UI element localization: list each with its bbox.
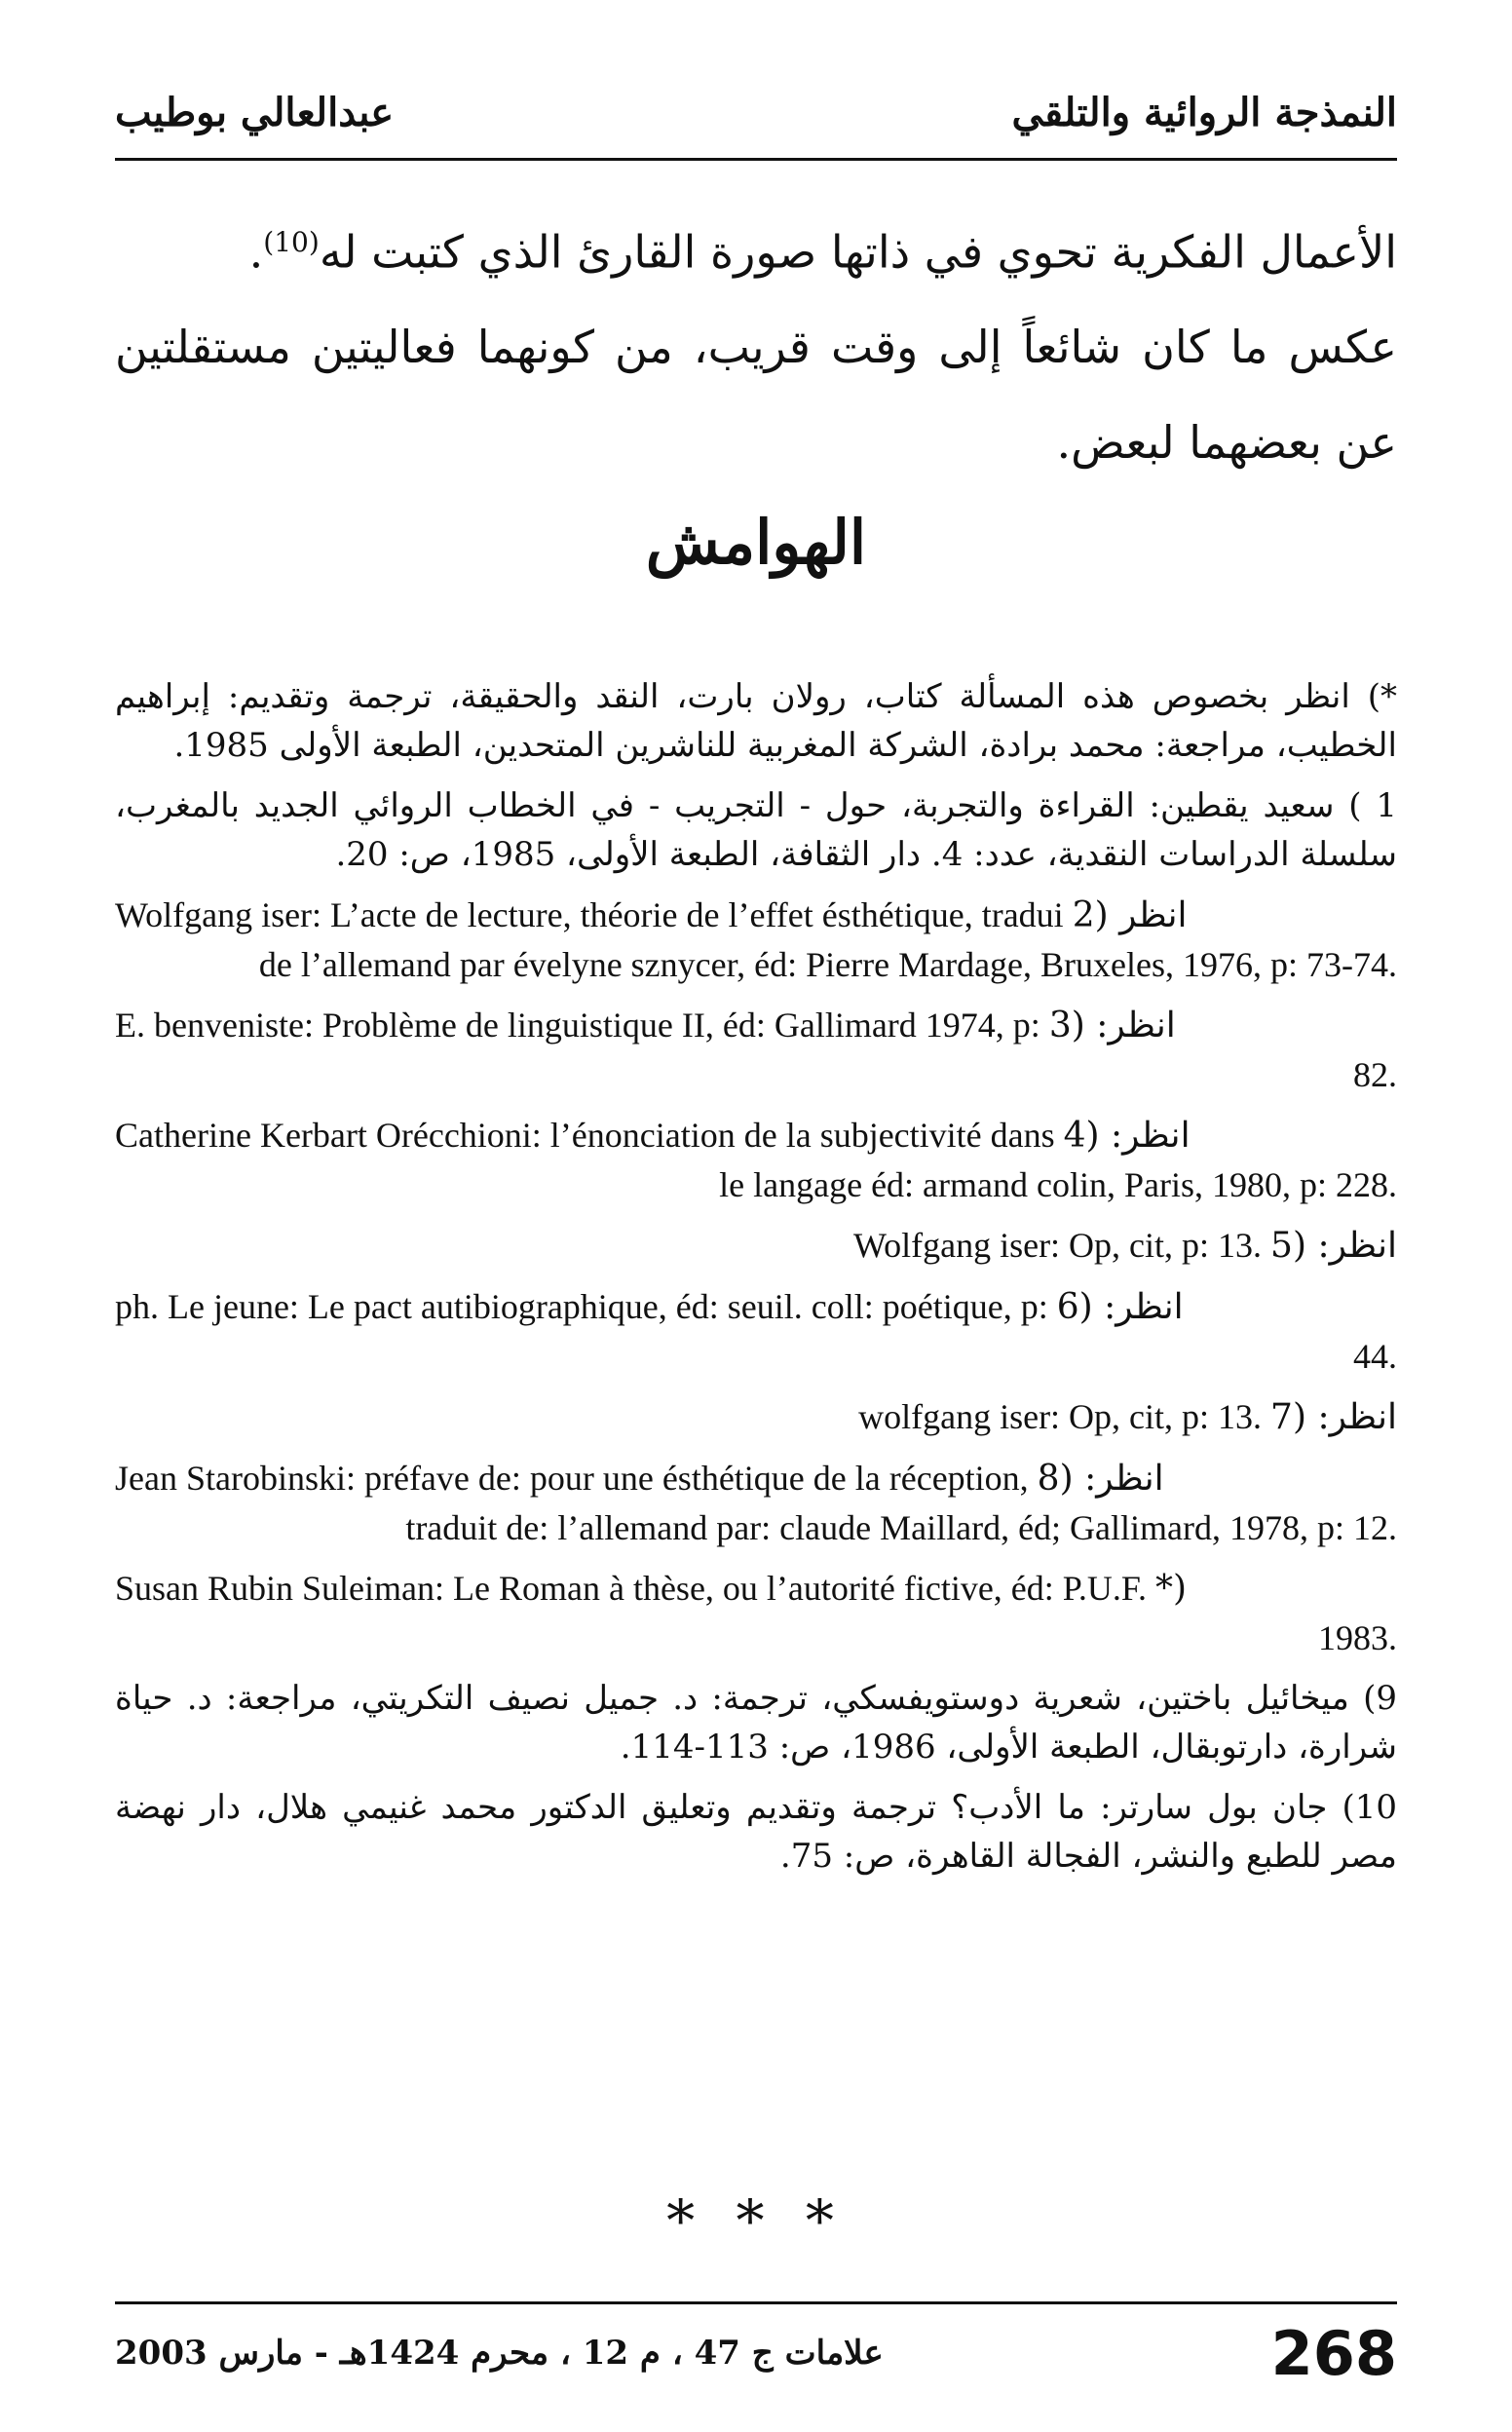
footnote-4 bbox=[115, 1111, 1397, 1209]
footnote-6-label: انظر: (6 bbox=[1056, 1287, 1184, 1327]
footnote-8-label: انظر: (8 bbox=[1037, 1459, 1164, 1499]
footnote-8-text: Jean Starobinski: préfave de: pour une ésthétique de la réception, bbox=[115, 1459, 1029, 1498]
footnote-10: 10) جان بول سارتر: ما الأدب؟ ترجمة وتقديم وتعليق الدكتور محمد غنيمي هلال، دار نهضة مصر للطبع والنشر، الفجالة القاهرة، ص: 75. bbox=[115, 1788, 1397, 1876]
footnote-9: 9) ميخائيل باختين، شعرية دوستويفسكي، ترجمة: د. جميل نصيف التكريتي، مراجعة: د. حياة شرارة، دارتوبقال، الطبعة الأولى، 1986، ص: 113-114. bbox=[115, 1679, 1397, 1767]
footnote-6-text: ph. Le jeune: Le pact autibiographique, éd: seuil. coll: poétique, p: bbox=[115, 1287, 1048, 1326]
footer-rule bbox=[115, 2301, 1397, 2304]
footnote-4-text: Catherine Kerbart Orécchioni: l’énonciation de la subjectivité dans bbox=[115, 1116, 1055, 1155]
section-title: الهوامش bbox=[645, 507, 867, 578]
footnote-6-continuation: 44. bbox=[1353, 1337, 1397, 1376]
footnote-3-continuation: 82. bbox=[1353, 1055, 1397, 1094]
footnote-1: 1 ) سعيد يقطين: القراءة والتجربة، حول - التجريب - في الخطاب الروائي الجديد بالمغرب، سلسلة الدراسات النقدية، عدد: 4. دار الثقافة، الطبعة الأولى، 1985، ص: 20. bbox=[115, 786, 1397, 874]
page-footer bbox=[115, 2318, 1397, 2402]
footnote-7 bbox=[115, 1392, 1397, 1442]
footnote-5 bbox=[115, 1221, 1397, 1271]
footnotes bbox=[115, 672, 1397, 1892]
footnote-2-text: Wolfgang iser: L’acte de lecture, théorie de l’effet ésthétique, tradui bbox=[115, 895, 1064, 934]
footnote-3-label: انظر: (3 bbox=[1048, 1006, 1176, 1045]
footnote-star-2-text: Susan Rubin Suleiman: Le Roman à thèse, ou l’autorité fictive, éd: P.U.F. bbox=[115, 1569, 1147, 1608]
footnote-6 bbox=[115, 1282, 1397, 1381]
body-line-1-text: الأعمال الفكرية تحوي في ذاتها صورة القارئ الذي كتبت له bbox=[319, 225, 1397, 279]
footnote-5-label: انظر: (5 bbox=[1270, 1226, 1397, 1266]
footnote-4-label: انظر: (4 bbox=[1063, 1116, 1191, 1156]
footnote-3-text: E. benveniste: Problème de linguistique II, éd: Gallimard 1974, p: bbox=[115, 1006, 1040, 1045]
footnote-2-label: انظر (2 bbox=[1072, 895, 1188, 935]
footnote-8 bbox=[115, 1454, 1397, 1552]
footnote-8-continuation: traduit de: l’allemand par: claude Maillard, éd; Gallimard, 1978, p: 12. bbox=[405, 1508, 1397, 1547]
footnote-star-2-label: (* bbox=[1154, 1569, 1188, 1609]
body-line-1-end: . bbox=[248, 225, 264, 279]
header-author: عبدالعالي بوطيب bbox=[115, 90, 395, 135]
section-ornament: * * * bbox=[666, 2187, 846, 2254]
footnote-2 bbox=[115, 891, 1397, 989]
body-text bbox=[115, 195, 1397, 490]
footnote-ref-10: (10) bbox=[263, 226, 320, 258]
footnote-star-2-continuation: 1983. bbox=[1318, 1618, 1397, 1657]
journal-issue: علامات ج 47 ، م 12 ، محرم 1424هـ - مارس 2003 bbox=[115, 2334, 884, 2373]
body-paragraph-2: عكس ما كان شائعاً إلى وقت قريب، من كونهما فعاليتين مستقلتين عن بعضهما لبعض. bbox=[115, 321, 1397, 470]
footnote-3 bbox=[115, 1001, 1397, 1099]
running-header bbox=[115, 90, 1397, 152]
page-number: 268 bbox=[1270, 2318, 1397, 2389]
header-title: النمذجة الروائية والتلقي bbox=[1011, 90, 1397, 135]
footnote-2-continuation: de l’allemand par évelyne sznycer, éd: Pierre Mardage, Bruxeles, 1976, p: 73-74. bbox=[258, 945, 1397, 984]
footnote-star-2 bbox=[115, 1564, 1397, 1662]
footnote-4-continuation: le langage éd: armand colin, Paris, 1980, p: 228. bbox=[719, 1165, 1397, 1204]
footnote-7-label: انظر: (7 bbox=[1270, 1397, 1397, 1437]
body-line-1 bbox=[115, 195, 1397, 299]
footnote-7-text: wolfgang iser: Op, cit, p: 13. bbox=[858, 1397, 1263, 1436]
footnote-star: *) انظر بخصوص هذه المسألة كتاب، رولان بارت، النقد والحقيقة، ترجمة وتقديم: إبراهيم الخطيب، مراجعة: محمد برادة، الشركة المغربية للناشرين المتحدين، الطبعة الأولى 1985. bbox=[115, 677, 1397, 765]
footnote-5-text: Wolfgang iser: Op, cit, p: 13. bbox=[853, 1226, 1263, 1265]
header-rule bbox=[115, 158, 1397, 161]
